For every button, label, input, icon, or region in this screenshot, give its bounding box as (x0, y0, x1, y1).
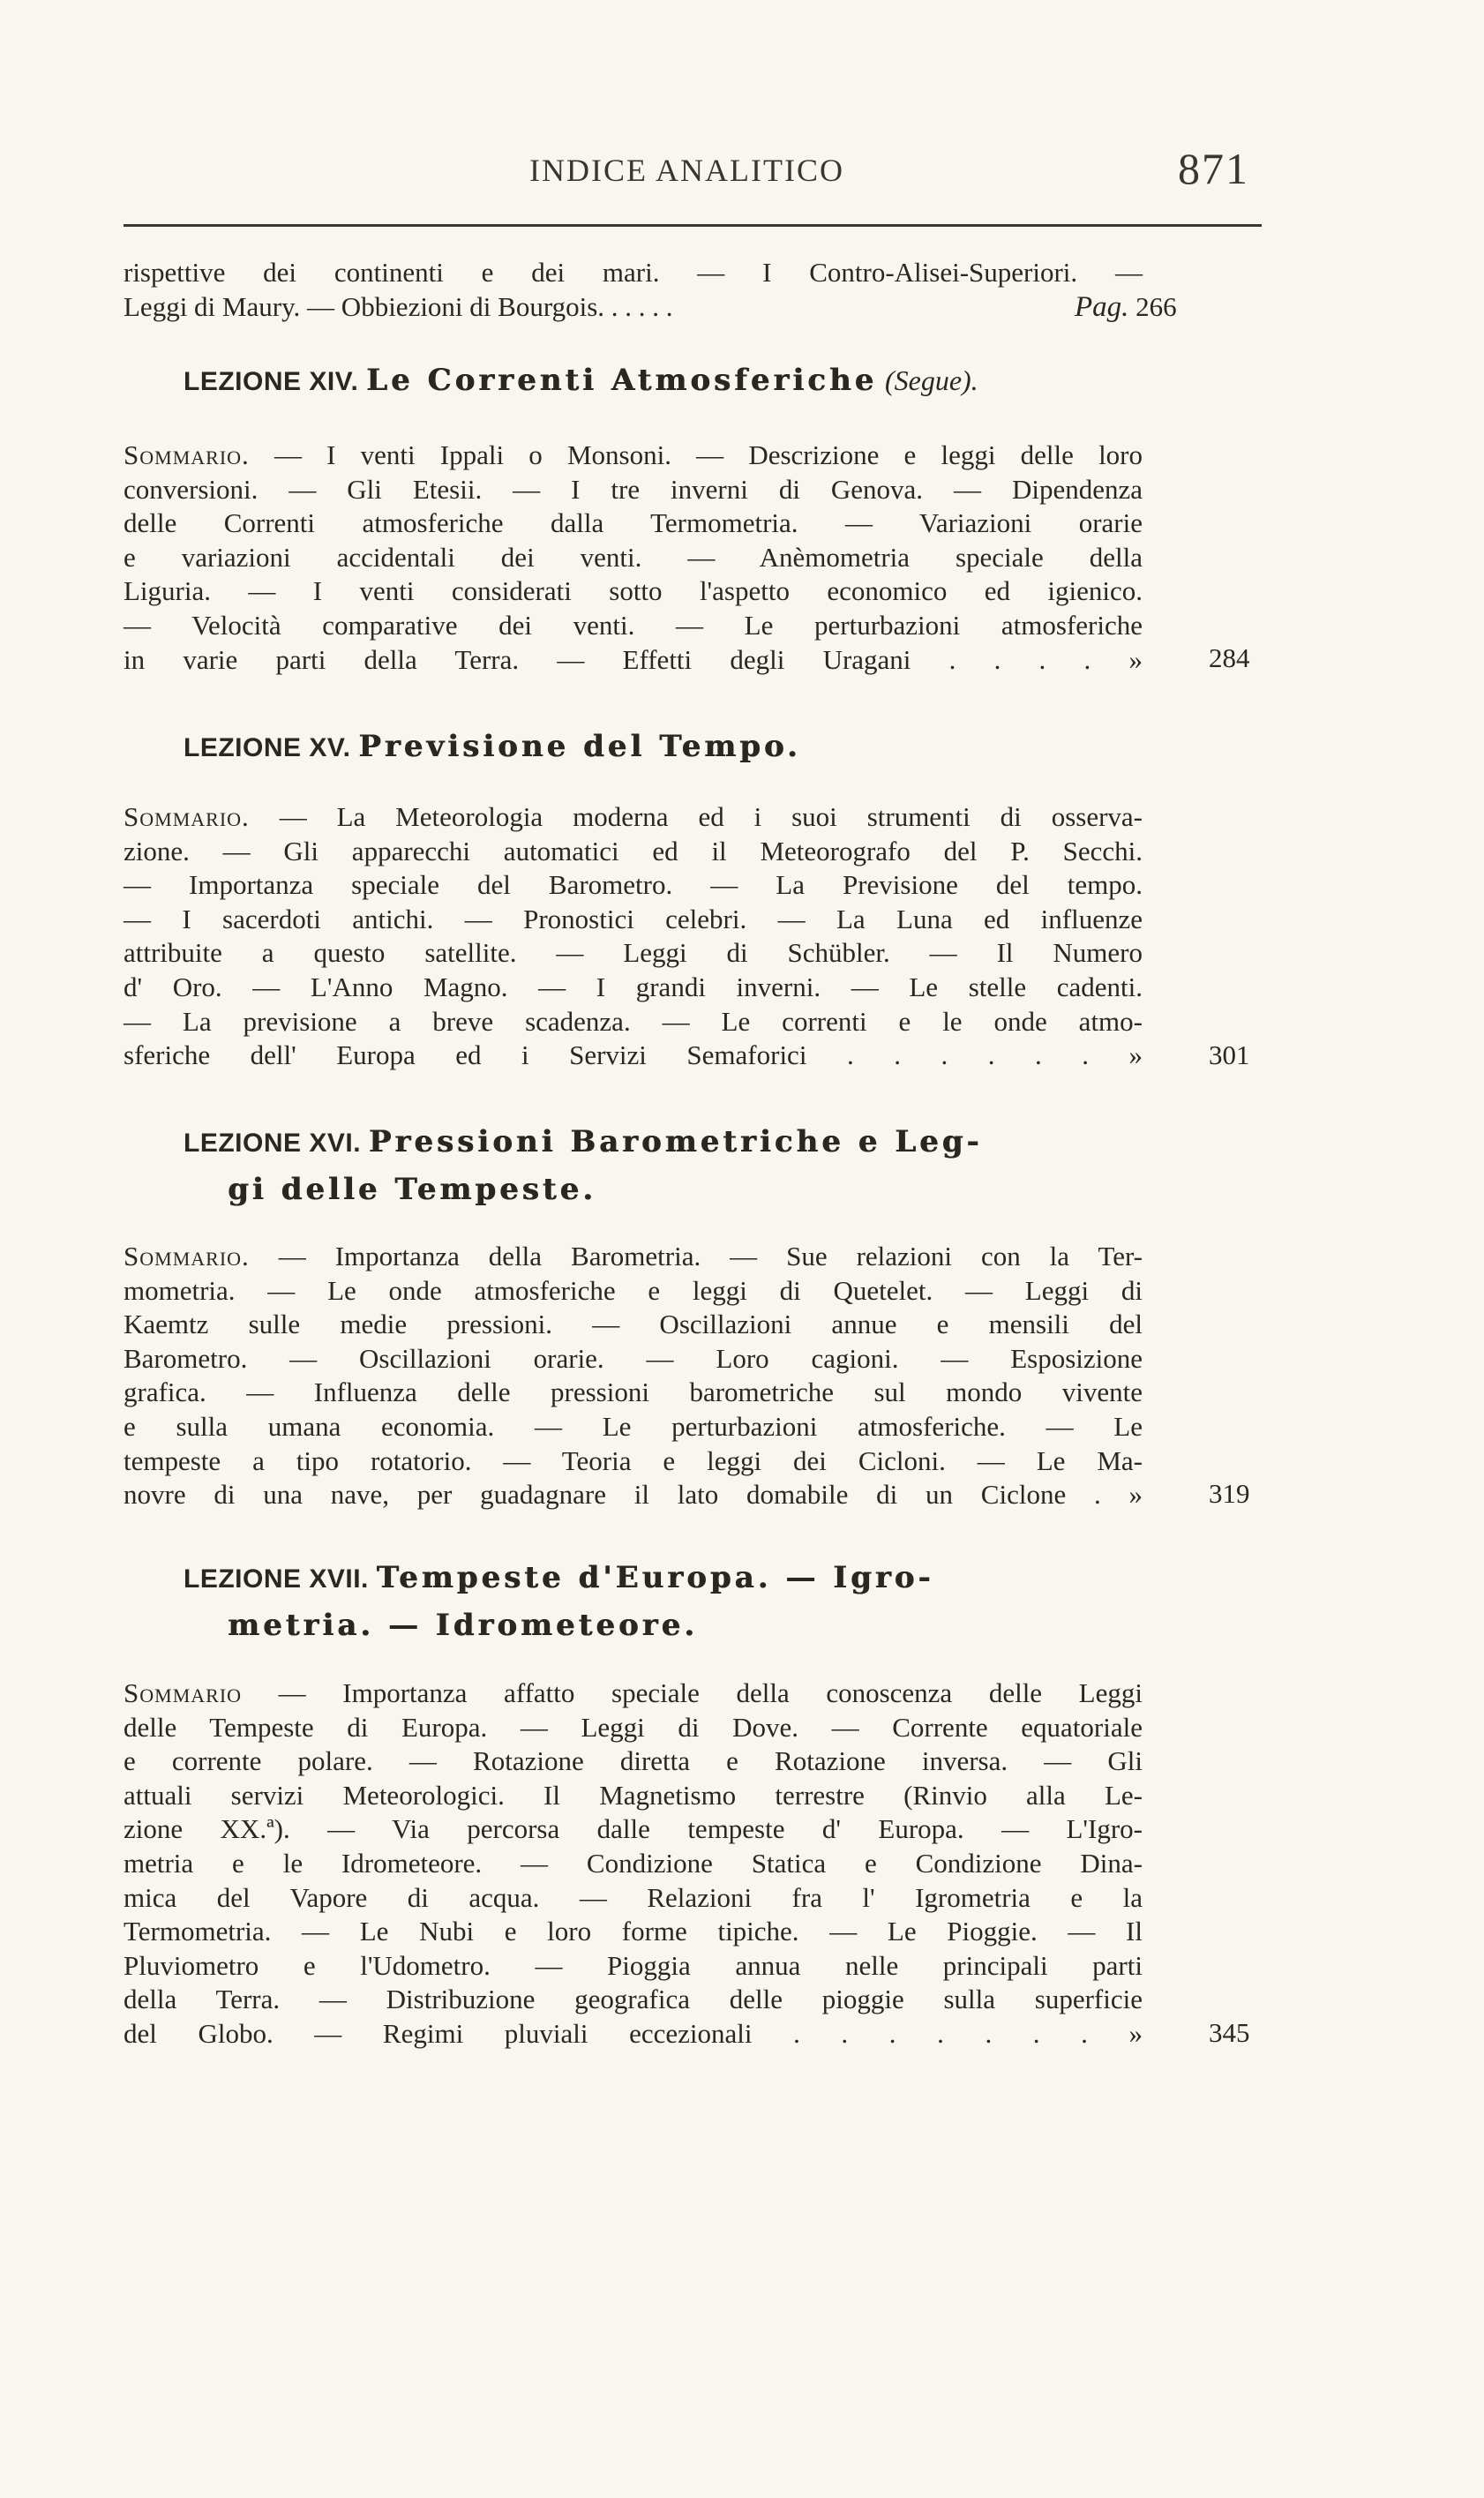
page-reference: 301 (1209, 1039, 1250, 1070)
text-line: Kaemtz sulle medie pressioni. — Oscillazioni annue e mensili del (124, 1309, 1143, 1340)
text-line: e sulla umana economia. — Le perturbazioni atmosferiche. — Le (124, 1410, 1143, 1442)
text-line: zione. — Gli apparecchi automatici ed il Meteorografo del P. Secchi. (124, 835, 1143, 866)
text-line: — Importanza affatto speciale della conoscenza delle Leggi (278, 1677, 1143, 1708)
text-line: novre di una nave, per guadagnare il lato domabile di un Ciclone . » (124, 1479, 1143, 1511)
text-line: metria e le Idrometeore. — Condizione Statica e Condizione Dina- (124, 1847, 1143, 1879)
header-rule (124, 224, 1262, 227)
text-line: tempeste a tipo rotatorio. — Teoria e leggi dei Cicloni. — Le Ma- (124, 1444, 1143, 1476)
lesson-label: LEZIONE XVII. (184, 1564, 369, 1594)
text-line: delle Correnti atmosferiche dalla Termometria. — Variazioni orarie (124, 507, 1143, 539)
page-ref-number: 266 (1135, 291, 1177, 322)
lesson-summary (124, 1677, 1262, 2052)
text-line: Leggi di Maury. — Obbiezioni di Bourgois. . . . . . (124, 290, 673, 322)
text-line: della Terra. — Distribuzione geografica delle pioggie sulla superficie (124, 1984, 1143, 2015)
text-line: — La Meteorologia moderna ed i suoi strumenti di osserva- (279, 801, 1143, 832)
text-line: e variazioni accidentali dei venti. — Anèmometria speciale della (124, 541, 1143, 573)
text-line: Barometro. — Oscillazioni orarie. — Loro cagioni. — Esposizione (124, 1342, 1143, 1374)
text-line: attribuite a questo satellite. — Leggi di Schübler. — Il Numero (124, 937, 1143, 969)
text-line: zione XX.ª). — Via percorsa dalle tempeste d' Europa. — L'Igro- (124, 1813, 1143, 1845)
text-line: mica del Vapore di acqua. — Relazioni fra l' Igrometria e la (124, 1881, 1143, 1913)
page-label: Pag. (1075, 291, 1129, 323)
sommario-label: Sommario (124, 1677, 243, 1708)
text-line: — La previsione a breve scadenza. — Le correnti e le onde atmo- (124, 1005, 1143, 1037)
lesson-title: Previsione del Tempo. (358, 729, 801, 764)
lesson-label: LEZIONE XIV. (184, 367, 359, 396)
text-line: — Velocità comparative dei venti. — Le perturbazioni atmosferiche (124, 609, 1143, 641)
page-reference: 319 (1209, 1478, 1250, 1509)
text-line: rispettive dei continenti e dei mari. — I Contro-Alisei-Superiori. — (124, 257, 1143, 288)
page-reference: 284 (1209, 642, 1250, 673)
lesson-summary (124, 439, 1262, 677)
sommario-label: Sommario. (124, 1241, 250, 1272)
sommario-label: Sommario. (124, 439, 250, 470)
lesson-heading (184, 724, 1172, 771)
page-reference: 345 (1209, 2017, 1250, 2048)
lesson-note: (Segue). (884, 364, 978, 396)
text-line: — I sacerdoti antichi. — Pronostici celebri. — La Luna ed influenze (124, 903, 1143, 934)
text-line: Pluviometro e l'Udometro. — Pioggia annua nelle principali parti (124, 1949, 1143, 1981)
lesson-title: Pressioni Barometriche e Leg- (368, 1124, 983, 1159)
text-line: mometria. — Le onde atmosferiche e leggi di Quetelet. — Leggi di (124, 1274, 1143, 1306)
text-line: delle Tempeste di Europa. — Leggi di Dove. — Corrente equatoriale (124, 1711, 1143, 1743)
text-line: sferiche dell' Europa ed i Servizi Semaforici . . . . . . » (124, 1039, 1143, 1071)
lesson-label: LEZIONE XVI. (184, 1129, 362, 1158)
page-reference (1075, 291, 1177, 324)
text-line: grafica. — Influenza delle pressioni barometriche sul mondo vivente (124, 1377, 1143, 1408)
text-line: — I venti Ippali o Monsoni. — Descrizione e leggi delle loro (274, 439, 1143, 470)
text-line: d' Oro. — L'Anno Magno. — I grandi inverni. — Le stelle cadenti. (124, 971, 1143, 1002)
text-line: e corrente polare. — Rotazione diretta e Rotazione inversa. — Gli (124, 1745, 1143, 1777)
text-line: del Globo. — Regimi pluviali eccezionali . . . . . . . » (124, 2017, 1143, 2049)
lesson-summary (124, 1240, 1262, 1512)
page-number: 871 (1178, 144, 1249, 193)
lesson-title: Tempeste d'Europa. — Igro- (376, 1560, 934, 1595)
lesson-title: metria. — Idrometeore. (228, 1608, 698, 1643)
text-line: Termometria. — Le Nubi e loro forme tipiche. — Le Pioggie. — Il (124, 1916, 1143, 1947)
sommario-label: Sommario. (124, 801, 250, 832)
text-line: — Importanza speciale del Barometro. — La Previsione del tempo. (124, 869, 1143, 901)
running-title: INDICE ANALITICO (529, 153, 844, 188)
lesson-heading (184, 357, 1172, 405)
lesson-summary (124, 800, 1262, 1073)
lesson-label: LEZIONE XV. (184, 733, 351, 762)
lesson-heading (184, 1119, 1172, 1212)
text-line: in varie parti della Terra. — Effetti degli Uragani . . . . » (124, 643, 1143, 675)
lesson-title: gi delle Tempeste. (228, 1172, 596, 1207)
text-line: Liguria. — I venti considerati sotto l'aspetto economico ed igienico. (124, 575, 1143, 607)
text-line: conversioni. — Gli Etesii. — I tre inverni di Genova. — Dipendenza (124, 473, 1143, 505)
text-line: — Importanza della Barometria. — Sue relazioni con la Ter- (278, 1241, 1143, 1272)
lesson-title: Le Correnti Atmosferiche (366, 363, 878, 398)
lesson-heading (184, 1555, 1172, 1648)
text-line: attuali servizi Meteorologici. Il Magnetismo terrestre (Rinvio alla Le- (124, 1779, 1143, 1811)
